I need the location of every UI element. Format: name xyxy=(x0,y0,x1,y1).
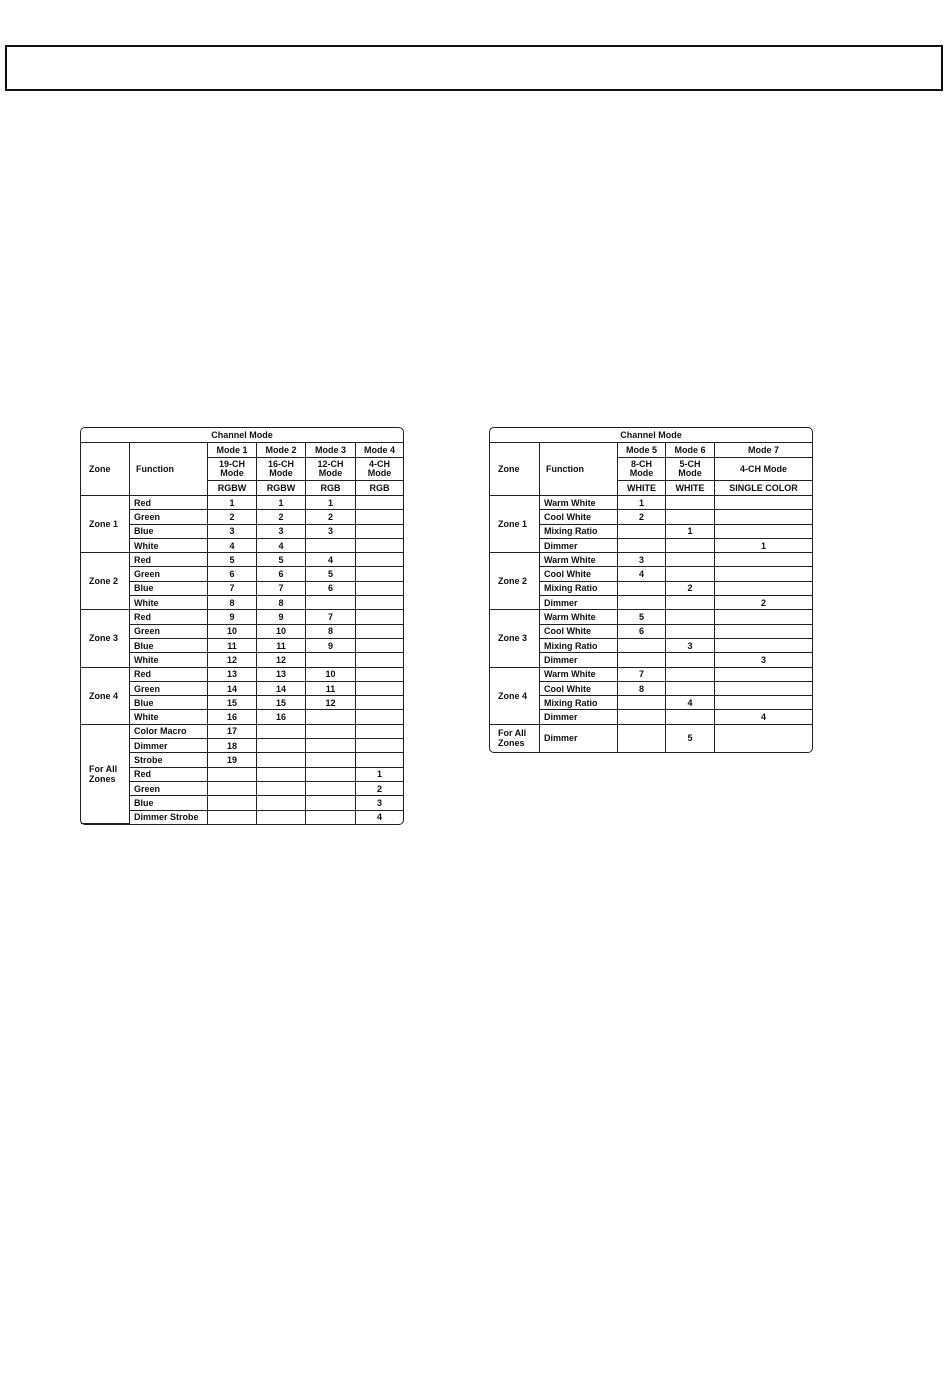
channel-value xyxy=(356,753,403,767)
channel-value xyxy=(618,639,666,653)
channel-value: 4 xyxy=(306,553,356,567)
channel-value: 4 xyxy=(257,539,306,553)
function-label: Warm White xyxy=(540,553,618,567)
channel-value xyxy=(618,725,666,752)
mode-color-type: RGB xyxy=(306,481,356,496)
channel-value xyxy=(666,653,715,667)
channel-value xyxy=(356,567,403,581)
channel-value: 10 xyxy=(208,625,257,639)
channel-value: 3 xyxy=(356,796,403,810)
function-label: Green xyxy=(130,510,208,524)
function-label: Warm White xyxy=(540,496,618,510)
table-row xyxy=(81,525,403,539)
channel-value xyxy=(356,539,403,553)
table-row xyxy=(81,796,403,810)
channel-value xyxy=(356,553,403,567)
function-label: Color Macro xyxy=(130,725,208,739)
channel-value xyxy=(618,696,666,710)
zone-label: Zone 4 xyxy=(490,668,540,725)
zone-label: For All Zones xyxy=(490,725,540,752)
channel-value: 16 xyxy=(257,710,306,724)
channel-value: 9 xyxy=(208,610,257,624)
channel-value: 3 xyxy=(618,553,666,567)
channel-value: 5 xyxy=(306,567,356,581)
channel-value xyxy=(715,510,812,524)
channel-value: 6 xyxy=(618,625,666,639)
table-row xyxy=(81,682,403,696)
function-label: White xyxy=(130,710,208,724)
function-label: Mixing Ratio xyxy=(540,525,618,539)
function-label: Red xyxy=(130,496,208,510)
channel-value: 14 xyxy=(257,682,306,696)
channel-value xyxy=(356,525,403,539)
table-row xyxy=(490,725,812,752)
channel-value: 15 xyxy=(257,696,306,710)
channel-value: 12 xyxy=(306,696,356,710)
zone-label: Zone 2 xyxy=(81,553,130,610)
channel-value: 3 xyxy=(666,639,715,653)
channel-value xyxy=(208,796,257,810)
channel-value: 5 xyxy=(257,553,306,567)
table-row xyxy=(490,496,812,510)
channel-value: 1 xyxy=(257,496,306,510)
mode-name: Mode 3 xyxy=(306,443,356,458)
function-label: White xyxy=(130,653,208,667)
function-label: Red xyxy=(130,610,208,624)
mode-channel-count: 12-CH Mode xyxy=(306,458,356,481)
channel-value: 2 xyxy=(356,782,403,796)
function-label: Mixing Ratio xyxy=(540,696,618,710)
function-label: Blue xyxy=(130,582,208,596)
channel-value: 2 xyxy=(618,510,666,524)
channel-value: 8 xyxy=(257,596,306,610)
channel-value xyxy=(257,811,306,824)
mode-color-type: WHITE xyxy=(618,481,666,496)
channel-value: 7 xyxy=(306,610,356,624)
channel-value: 11 xyxy=(208,639,257,653)
function-label: Green xyxy=(130,625,208,639)
table-row xyxy=(81,567,403,581)
function-label: Green xyxy=(130,567,208,581)
channel-value: 5 xyxy=(208,553,257,567)
mode-name: Mode 7 xyxy=(715,443,812,458)
channel-value xyxy=(306,653,356,667)
mode-channel-count: 8-CH Mode xyxy=(618,458,666,481)
channel-value: 9 xyxy=(257,610,306,624)
channel-value: 13 xyxy=(257,668,306,682)
function-label: Green xyxy=(130,682,208,696)
channel-value xyxy=(715,582,812,596)
channel-value xyxy=(356,696,403,710)
channel-value: 8 xyxy=(208,596,257,610)
channel-value xyxy=(715,639,812,653)
channel-value: 4 xyxy=(618,567,666,581)
channel-value: 6 xyxy=(208,567,257,581)
channel-value: 14 xyxy=(208,682,257,696)
channel-value: 2 xyxy=(257,510,306,524)
channel-value xyxy=(715,725,812,752)
channel-value: 17 xyxy=(208,725,257,739)
channel-value xyxy=(306,739,356,753)
channel-value xyxy=(306,796,356,810)
channel-value xyxy=(306,753,356,767)
zone-label: Zone 1 xyxy=(81,496,130,553)
channel-value xyxy=(618,582,666,596)
table-row xyxy=(81,696,403,710)
channel-value xyxy=(208,811,257,824)
table-row xyxy=(81,639,403,653)
channel-value xyxy=(618,653,666,667)
channel-value: 2 xyxy=(208,510,257,524)
zone-label: Zone 1 xyxy=(490,496,540,553)
function-label: Dimmer xyxy=(540,596,618,610)
channel-value xyxy=(306,782,356,796)
mode-name: Mode 1 xyxy=(208,443,257,458)
channel-value: 1 xyxy=(715,539,812,553)
channel-value: 1 xyxy=(208,496,257,510)
function-label: Red xyxy=(130,553,208,567)
channel-mode-table-rgbw xyxy=(80,427,404,825)
table-row xyxy=(81,782,403,796)
channel-value xyxy=(666,710,715,724)
function-label: Dimmer xyxy=(540,725,618,752)
table-row xyxy=(81,811,403,824)
function-label: Red xyxy=(130,768,208,782)
channel-value: 10 xyxy=(257,625,306,639)
channel-value: 6 xyxy=(306,582,356,596)
table-row xyxy=(81,496,403,510)
function-label: White xyxy=(130,596,208,610)
channel-value: 9 xyxy=(306,639,356,653)
function-header: Function xyxy=(130,443,208,496)
channel-value xyxy=(306,596,356,610)
channel-value xyxy=(715,496,812,510)
channel-value: 7 xyxy=(618,668,666,682)
table-row xyxy=(81,582,403,596)
function-label: Blue xyxy=(130,639,208,653)
channel-value: 3 xyxy=(208,525,257,539)
channel-value: 2 xyxy=(666,582,715,596)
channel-value xyxy=(356,668,403,682)
zone-label: Zone 3 xyxy=(490,610,540,667)
mode-color-type: SINGLE COLOR xyxy=(715,481,812,496)
channel-value: 2 xyxy=(715,596,812,610)
zone-header: Zone xyxy=(81,443,130,496)
function-label: Green xyxy=(130,782,208,796)
function-label: Dimmer xyxy=(540,653,618,667)
channel-value xyxy=(306,710,356,724)
channel-value xyxy=(715,625,812,639)
channel-value xyxy=(715,682,812,696)
channel-value xyxy=(666,668,715,682)
function-label: Warm White xyxy=(540,668,618,682)
zone-label: For All Zones xyxy=(81,725,130,824)
channel-value xyxy=(356,625,403,639)
channel-value: 3 xyxy=(306,525,356,539)
channel-value xyxy=(208,768,257,782)
table-row xyxy=(81,653,403,667)
channel-value: 1 xyxy=(618,496,666,510)
channel-value: 19 xyxy=(208,753,257,767)
channel-value: 16 xyxy=(208,710,257,724)
channel-value: 1 xyxy=(306,496,356,510)
channel-value xyxy=(715,696,812,710)
function-label: Cool White xyxy=(540,625,618,639)
channel-value: 4 xyxy=(377,812,383,823)
table-row xyxy=(490,553,812,567)
channel-value: 12 xyxy=(208,653,257,667)
function-label: Warm White xyxy=(540,610,618,624)
table-row xyxy=(81,539,403,553)
mode-name: Mode 2 xyxy=(257,443,306,458)
channel-value xyxy=(715,525,812,539)
function-label: Cool White xyxy=(540,682,618,696)
mode-color-type: RGBW xyxy=(208,481,257,496)
channel-value xyxy=(306,725,356,739)
channel-value: 5 xyxy=(618,610,666,624)
channel-value: 12 xyxy=(257,653,306,667)
channel-value xyxy=(666,496,715,510)
function-label: Blue xyxy=(130,525,208,539)
channel-value: 4 xyxy=(208,539,257,553)
table-row xyxy=(81,668,403,682)
function-label: Dimmer Strobe xyxy=(130,811,208,824)
mode-channel-count: 4-CH Mode xyxy=(715,458,812,481)
channel-value xyxy=(618,710,666,724)
channel-value xyxy=(356,710,403,724)
channel-value: 15 xyxy=(208,696,257,710)
channel-value xyxy=(715,668,812,682)
channel-value xyxy=(257,782,306,796)
function-label: Dimmer xyxy=(540,539,618,553)
channel-value xyxy=(257,739,306,753)
channel-value xyxy=(666,539,715,553)
mode-channel-count: 4-CH Mode xyxy=(356,458,403,481)
channel-value xyxy=(715,610,812,624)
function-label: Mixing Ratio xyxy=(540,639,618,653)
mode-channel-count: 16-CH Mode xyxy=(257,458,306,481)
table-row xyxy=(81,610,403,624)
table-row xyxy=(81,739,403,753)
mode-color-type: RGBW xyxy=(257,481,306,496)
channel-value xyxy=(356,610,403,624)
mode-channel-count: 19-CH Mode xyxy=(208,458,257,481)
zone-label: Zone 2 xyxy=(490,553,540,610)
function-label: Mixing Ratio xyxy=(540,582,618,596)
mode-name: Mode 6 xyxy=(666,443,715,458)
channel-value: 10 xyxy=(306,668,356,682)
mode-color-type: RGB xyxy=(356,481,403,496)
channel-value xyxy=(356,653,403,667)
channel-value xyxy=(306,768,356,782)
table-row xyxy=(81,710,403,724)
channel-value xyxy=(356,510,403,524)
table-title: Channel Mode xyxy=(490,428,812,443)
channel-value xyxy=(356,682,403,696)
channel-value xyxy=(356,725,403,739)
channel-value: 8 xyxy=(618,682,666,696)
channel-value xyxy=(356,582,403,596)
channel-value xyxy=(666,682,715,696)
function-label: Cool White xyxy=(540,510,618,524)
channel-value xyxy=(666,610,715,624)
mode-name: Mode 5 xyxy=(618,443,666,458)
channel-value: 18 xyxy=(208,739,257,753)
channel-value: 3 xyxy=(257,525,306,539)
channel-value xyxy=(666,553,715,567)
function-label: Blue xyxy=(130,696,208,710)
channel-value: 4 xyxy=(715,710,812,724)
mode-name: Mode 4 xyxy=(356,443,403,458)
channel-value: 11 xyxy=(257,639,306,653)
channel-value xyxy=(715,567,812,581)
channel-value xyxy=(208,782,257,796)
channel-value xyxy=(618,596,666,610)
channel-value: 11 xyxy=(306,682,356,696)
channel-value xyxy=(356,639,403,653)
table-title: Channel Mode xyxy=(81,428,403,443)
function-label: White xyxy=(130,539,208,553)
table-row xyxy=(81,725,403,739)
zone-label: Zone 3 xyxy=(81,610,130,667)
channel-value xyxy=(666,567,715,581)
channel-mode-table-white xyxy=(489,427,813,753)
channel-value xyxy=(715,553,812,567)
channel-value xyxy=(306,539,356,553)
channel-value: 2 xyxy=(306,510,356,524)
table-row xyxy=(81,510,403,524)
function-label: Cool White xyxy=(540,567,618,581)
function-label: Dimmer xyxy=(540,710,618,724)
channel-value xyxy=(666,510,715,524)
function-label: Dimmer xyxy=(130,739,208,753)
channel-value xyxy=(257,796,306,810)
channel-value xyxy=(306,811,356,824)
channel-value xyxy=(257,725,306,739)
channel-value: 8 xyxy=(306,625,356,639)
channel-value: 1 xyxy=(666,525,715,539)
table-row xyxy=(81,768,403,782)
channel-value: 7 xyxy=(257,582,306,596)
channel-value: 3 xyxy=(715,653,812,667)
function-header: Function xyxy=(540,443,618,496)
table-row xyxy=(81,596,403,610)
header-banner-box xyxy=(5,45,943,91)
channel-value xyxy=(618,525,666,539)
channel-value xyxy=(618,539,666,553)
channel-value: 7 xyxy=(208,582,257,596)
channel-value xyxy=(356,739,403,753)
channel-value: 4 xyxy=(666,696,715,710)
table-row xyxy=(490,610,812,624)
channel-value: 1 xyxy=(356,768,403,782)
zone-header: Zone xyxy=(490,443,540,496)
table-row xyxy=(490,668,812,682)
table-row xyxy=(81,625,403,639)
function-label: Red xyxy=(130,668,208,682)
mode-color-type: WHITE xyxy=(666,481,715,496)
zone-label: Zone 4 xyxy=(81,668,130,725)
channel-value: 6 xyxy=(257,567,306,581)
channel-value xyxy=(257,753,306,767)
mode-channel-count: 5-CH Mode xyxy=(666,458,715,481)
channel-value: 13 xyxy=(208,668,257,682)
function-label: Strobe xyxy=(130,753,208,767)
channel-value: 5 xyxy=(666,725,715,752)
table-row xyxy=(81,553,403,567)
channel-value xyxy=(356,596,403,610)
channel-value xyxy=(257,768,306,782)
function-label: Blue xyxy=(130,796,208,810)
table-row xyxy=(81,753,403,767)
channel-value xyxy=(356,496,403,510)
channel-value xyxy=(666,625,715,639)
channel-value xyxy=(666,596,715,610)
